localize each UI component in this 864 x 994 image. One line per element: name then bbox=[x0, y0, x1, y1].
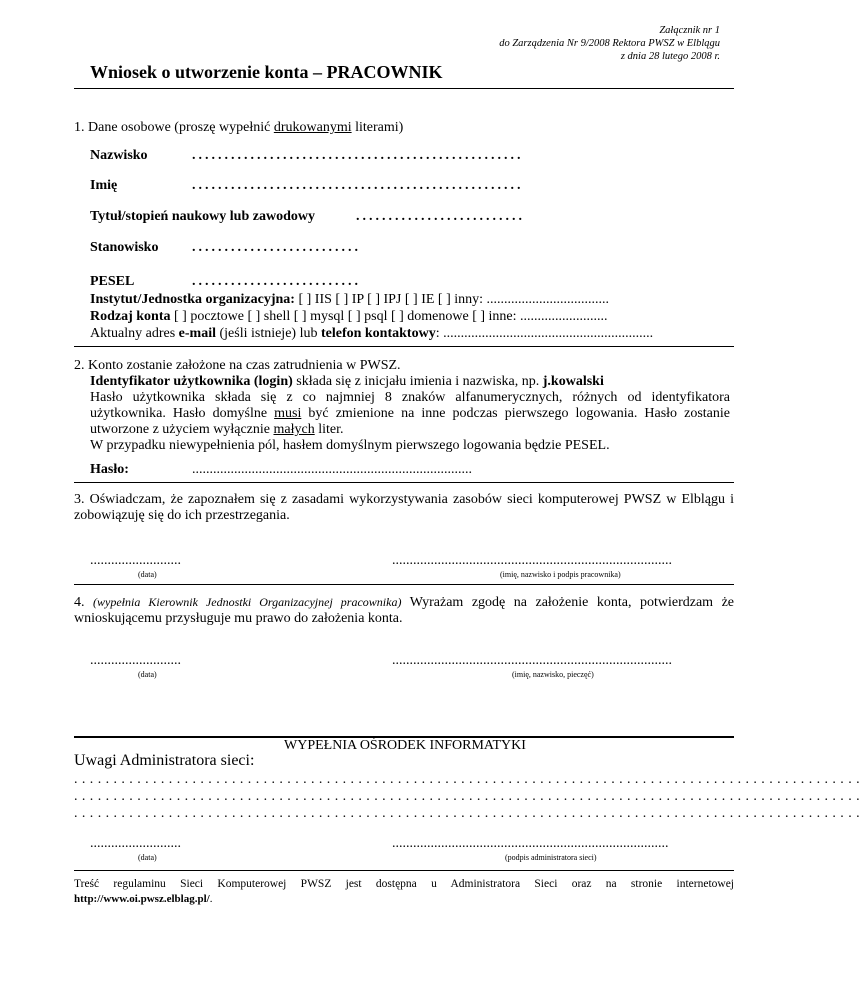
section2-heading: 2. Konto zostanie założone na czas zatrudnienia w PWSZ. bbox=[74, 358, 401, 373]
page-title: Wniosek o utworzenie konta – PRACOWNIK bbox=[90, 62, 443, 82]
admin-heading: WYPEŁNIA OŚRODEK INFORMATYKI bbox=[284, 738, 526, 753]
footer-divider bbox=[74, 870, 734, 871]
password-rule: Hasło użytkownika składa się z co najmniej 8 znaków alfanumerycznych, różnych od identyfikatora użytkownika. Hasło domyślne musi być zmienione na inne podczas pierwszego logowania. Hasło zostanie utworzone z użyciem wyłącznie małych liter. bbox=[90, 390, 730, 437]
pesel-label: PESEL bbox=[90, 274, 135, 289]
pesel-field[interactable]: .......................... bbox=[192, 274, 361, 289]
admin-notes-line-3[interactable]: .................................................................................................... bbox=[74, 806, 864, 821]
admin-date-caption: (data) bbox=[138, 853, 157, 862]
annex-note bbox=[499, 24, 720, 63]
section1-divider bbox=[74, 346, 734, 347]
section4-signature-caption: (imię, nazwisko, pieczęć) bbox=[512, 670, 594, 679]
imie-label: Imię bbox=[90, 178, 118, 193]
section4-statement: 4. (wypełnia Kierownik Jednostki Organizacyjnej pracownika) Wyrażam zgodę na założenie konta, potwierdzam że wnioskującemu przysługuje mu prawo do założenia konta. bbox=[74, 595, 734, 626]
header-divider bbox=[74, 88, 734, 89]
footer-url-line: http://www.oi.pwsz.elblag.pl/. bbox=[74, 893, 213, 905]
nazwisko-field[interactable]: ................................................... bbox=[192, 148, 524, 163]
admin-notes-line-2[interactable]: .................................................................................................... bbox=[74, 789, 864, 804]
annex-line-3: z dnia 28 lutego 2008 r. bbox=[620, 51, 720, 62]
section1-heading: 1. Dane osobowe (proszę wypełnić drukowanymi literami) bbox=[74, 120, 404, 135]
rodzaj-konta-row[interactable]: Rodzaj konta [ ] pocztowe [ ] shell [ ] mysql [ ] psql [ ] domenowe [ ] inne: ......................... bbox=[90, 309, 608, 324]
stanowisko-label: Stanowisko bbox=[90, 240, 159, 255]
haslo-label: Hasło: bbox=[90, 462, 129, 477]
admin-uwagi-label: Uwagi Administratora sieci: bbox=[74, 752, 255, 769]
annex-line-1: Załącznik nr 1 bbox=[659, 25, 720, 36]
section4-signature-field[interactable]: ................................................................................ bbox=[392, 653, 672, 668]
pesel-note: W przypadku niewypełnienia pól, hasłem domyślnym pierwszego logowania będzie PESEL. bbox=[90, 438, 610, 453]
annex-line-2: do Zarządzenia Nr 9/2008 Rektora PWSZ w Elblągu bbox=[499, 38, 720, 49]
section3-date-caption: (data) bbox=[138, 570, 157, 579]
stanowisko-field[interactable]: .......................... bbox=[192, 240, 361, 255]
tytul-field[interactable]: .......................... bbox=[356, 209, 525, 224]
section3-statement: 3. Oświadczam, że zapoznałem się z zasadami wykorzystywania zasobów sieci komputerowej PWSZ w Elblągu i zobowiązuję się do ich przestrzegania. bbox=[74, 492, 734, 523]
contact-row[interactable]: Aktualny adres e-mail (jeśli istnieje) lub telefon kontaktowy: ............................................................ bbox=[90, 326, 654, 341]
nazwisko-label: Nazwisko bbox=[90, 148, 148, 163]
section3-signature-field[interactable]: ................................................................................ bbox=[392, 553, 672, 568]
imie-field[interactable]: ................................................... bbox=[192, 178, 524, 193]
admin-signature-caption: (podpis administratora sieci) bbox=[505, 853, 597, 862]
footer-text: Treść regulaminu Sieci Komputerowej PWSZ jest dostępna u Administratora Sieci oraz na stronie internetowej bbox=[74, 878, 734, 890]
tytul-label: Tytuł/stopień naukowy lub zawodowy bbox=[90, 209, 315, 224]
instytut-row[interactable]: Instytut/Jednostka organizacyjna: [ ] IIS [ ] IP [ ] IPJ [ ] IE [ ] inny: ................................... bbox=[90, 292, 610, 307]
login-rule: Identyfikator użytkownika (login) składa się z inicjału imienia i nazwiska, np. j.kowalski bbox=[90, 374, 604, 389]
haslo-field[interactable]: ................................................................................ bbox=[192, 462, 472, 477]
footer-url-link[interactable]: http://www.oi.pwsz.elblag.pl/ bbox=[74, 893, 210, 905]
section2-divider bbox=[74, 482, 734, 483]
admin-date-field[interactable]: .......................... bbox=[90, 836, 181, 851]
section4-date-field[interactable]: .......................... bbox=[90, 653, 181, 668]
admin-signature-field[interactable]: ............................................................................... bbox=[392, 836, 669, 851]
section2-body bbox=[90, 374, 730, 454]
section4-date-caption: (data) bbox=[138, 670, 157, 679]
section3-signature-caption: (imię, nazwisko i podpis pracownika) bbox=[500, 570, 621, 579]
section3-divider bbox=[74, 584, 734, 585]
section3-date-field[interactable]: .......................... bbox=[90, 553, 181, 568]
admin-notes-line-1[interactable]: .................................................................................................... bbox=[74, 772, 864, 787]
